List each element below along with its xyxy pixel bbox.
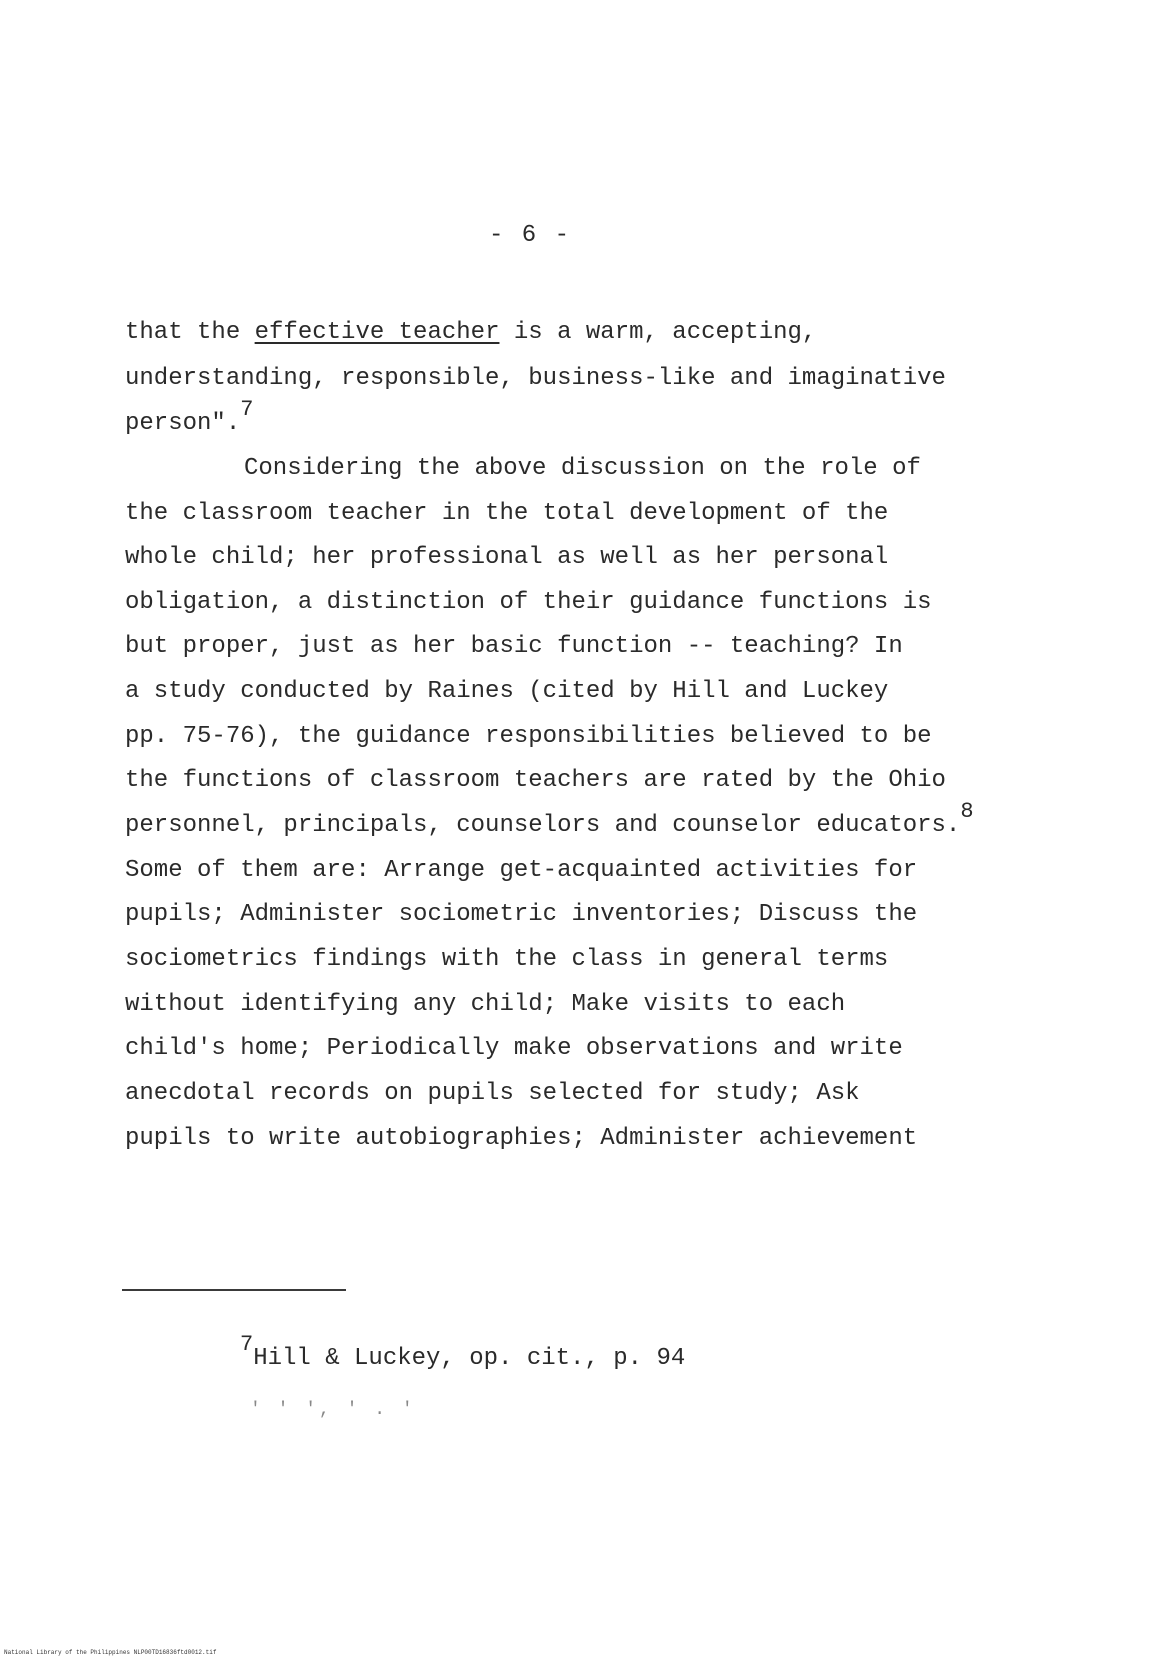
paragraph-line: pupils; Administer sociometric inventories; Discuss the bbox=[125, 901, 918, 928]
archive-label: National Library of the Philippines NLP00TD16836ftd0012.tif bbox=[4, 1649, 217, 1656]
footnote-7-text: Hill & Luckey, op. cit., p. 94 bbox=[253, 1345, 686, 1372]
paragraph-line: obligation, a distinction of their guidance functions is bbox=[125, 589, 932, 616]
footnote-7-marker: 7 bbox=[240, 1332, 254, 1357]
paragraph-line-personnel bbox=[125, 799, 974, 841]
paragraph-line: child's home; Periodically make observations and write bbox=[125, 1035, 903, 1062]
faded-footnote-smudge: ' ' ', ' . ' bbox=[250, 1400, 416, 1420]
paragraph-line: the functions of classroom teachers are rated by the Ohio bbox=[125, 767, 946, 794]
footnote-ref-8: 8 bbox=[960, 799, 974, 824]
footnote-ref-7: 7 bbox=[240, 397, 254, 422]
paragraph-line: the classroom teacher in the total development of the bbox=[125, 500, 889, 527]
paragraph-line: but proper, just as her basic function -- teaching? In bbox=[125, 633, 903, 660]
paragraph-line: sociometrics findings with the class in general terms bbox=[125, 946, 889, 973]
body-line-1-pre: that the bbox=[125, 319, 255, 346]
body-line-3 bbox=[125, 397, 254, 439]
paragraph-line: without identifying any child; Make visits to each bbox=[125, 991, 846, 1018]
paragraph-line: pupils to write autobiographies; Administer achievement bbox=[125, 1125, 918, 1152]
paragraph-line: Considering the above discussion on the role of bbox=[244, 455, 921, 482]
page-number: - 6 - bbox=[488, 222, 571, 249]
paragraph-line-personnel-text: personnel, principals, counselors and counselor educators. bbox=[125, 812, 961, 839]
body-line-3-text: person". bbox=[125, 410, 241, 437]
body-line-2: understanding, responsible, business-like and imaginative bbox=[125, 365, 946, 392]
body-line-1-post: is a warm, accepting, bbox=[499, 319, 817, 346]
paragraph-line: a study conducted by Raines (cited by Hill and Luckey bbox=[125, 678, 889, 705]
paragraph-line: Some of them are: Arrange get-acquainted activities for bbox=[125, 857, 918, 884]
underlined-phrase: effective teacher bbox=[254, 319, 500, 346]
footnote-7 bbox=[240, 1332, 686, 1372]
paragraph-line: pp. 75-76), the guidance responsibilities believed to be bbox=[125, 723, 932, 750]
body-line-1 bbox=[125, 318, 816, 348]
footnote-divider bbox=[122, 1289, 346, 1291]
paragraph-line: anecdotal records on pupils selected for study; Ask bbox=[125, 1080, 860, 1107]
paragraph-line: whole child; her professional as well as her personal bbox=[125, 544, 889, 571]
